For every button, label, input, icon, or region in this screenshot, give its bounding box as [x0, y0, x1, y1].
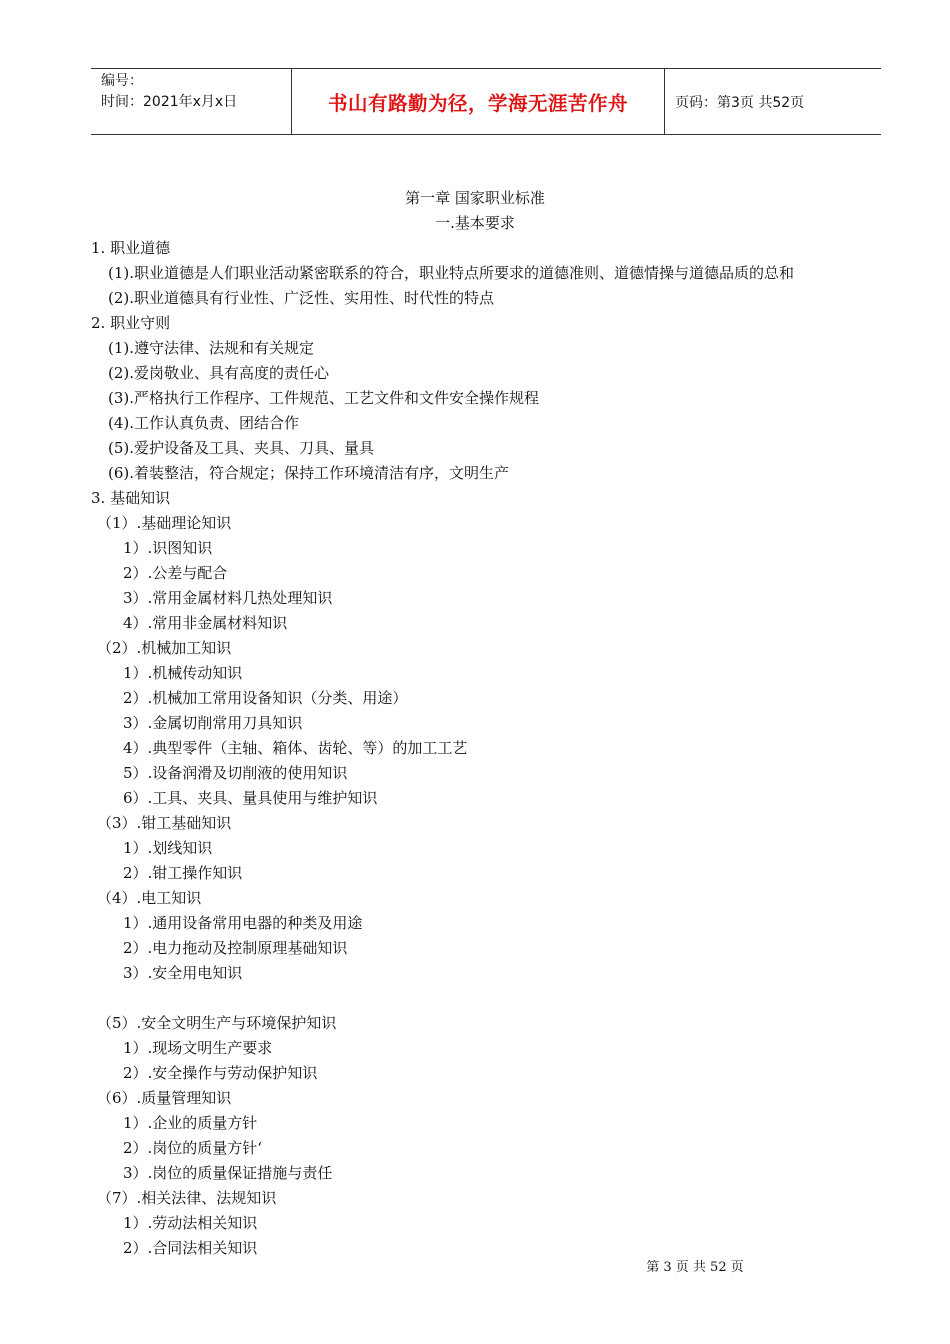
subheading: （7）.相关法律、法规知识 — [97, 1189, 277, 1207]
list-item: (1).遵守法律、法规和有关规定 — [108, 339, 315, 357]
header-page-cell — [665, 69, 881, 134]
list-item: (2).爱岗敬业、具有高度的责任心 — [108, 364, 330, 382]
list-item: 2）.机械加工常用设备知识（分类、用途） — [123, 689, 408, 707]
list-item: (5).爱护设备及工具、夹具、刀具、量具 — [108, 439, 375, 457]
time-label: 时间：2021年x月x日 — [101, 94, 238, 110]
list-item: (4).工作认真负责、团结合作 — [108, 414, 300, 432]
heading-rules: 2. 职业守则 — [91, 314, 171, 332]
page-label: 页码：第3页 共52页 — [675, 94, 805, 111]
heading-basics: 3. 基础知识 — [91, 489, 171, 507]
list-item: 1）.划线知识 — [123, 839, 213, 857]
list-item: (3).严格执行工作程序、工件规范、工艺文件和文件安全操作规程 — [108, 389, 540, 407]
subheading: （6）.质量管理知识 — [97, 1089, 232, 1107]
section-title: 一.基本要求 — [435, 214, 515, 232]
list-item: 2）.安全操作与劳动保护知识 — [123, 1064, 318, 1082]
number-label: 编号： — [101, 73, 143, 89]
list-item: 3）.金属切削常用刀具知识 — [123, 714, 303, 732]
list-item: 1）.通用设备常用电器的种类及用途 — [123, 914, 363, 932]
header-meta-cell — [91, 69, 292, 134]
list-item: 6）.工具、夹具、量具使用与维护知识 — [123, 789, 378, 807]
list-item: (2).职业道德具有行业性、广泛性、实用性、时代性的特点 — [108, 289, 495, 307]
page-footer: 第 3 页 共 52 页 — [646, 1260, 744, 1275]
list-item: 5）.设备润滑及切削液的使用知识 — [123, 764, 348, 782]
list-item: 1）.现场文明生产要求 — [123, 1039, 273, 1057]
subheading: （5）.安全文明生产与环境保护知识 — [97, 1014, 337, 1032]
header-motto-cell — [292, 69, 665, 134]
subheading: （4）.电工知识 — [97, 889, 202, 907]
list-item: 1）.机械传动知识 — [123, 664, 243, 682]
list-item: 3）.岗位的质量保证措施与责任 — [123, 1164, 333, 1182]
list-item: (6).着装整洁，符合规定；保持工作环境清洁有序，文明生产 — [108, 464, 510, 482]
list-item: 1）.劳动法相关知识 — [123, 1214, 258, 1232]
subheading: （2）.机械加工知识 — [97, 639, 232, 657]
list-item: 2）.电力拖动及控制原理基础知识 — [123, 939, 348, 957]
list-item: 1）.识图知识 — [123, 539, 213, 557]
list-item: 2）.合同法相关知识 — [123, 1239, 258, 1257]
list-item: 2）.钳工操作知识 — [123, 864, 243, 882]
subheading: （1）.基础理论知识 — [97, 514, 232, 532]
heading-ethics: 1. 职业道德 — [91, 239, 171, 257]
document-header — [91, 68, 881, 135]
list-item: 4）.常用非金属材料知识 — [123, 614, 288, 632]
list-item: (1).职业道德是人们职业活动紧密联系的符合，职业特点所要求的道德准则、道德情操与道德品质的总和 — [108, 264, 795, 282]
list-item: 3）.安全用电知识 — [123, 964, 243, 982]
list-item: 4）.典型零件（主轴、箱体、齿轮、等）的加工工艺 — [123, 739, 468, 757]
motto-text: 书山有路勤为径，学海无涯苦作舟 — [327, 91, 628, 115]
list-item: 1）.企业的质量方针 — [123, 1114, 258, 1132]
list-item: 2）.公差与配合 — [123, 564, 228, 582]
chapter-title: 第一章 国家职业标准 — [405, 189, 545, 207]
list-item: 3）.常用金属材料几热处理知识 — [123, 589, 333, 607]
list-item: 2）.岗位的质量方针‘ — [123, 1139, 263, 1157]
subheading: （3）.钳工基础知识 — [97, 814, 232, 832]
